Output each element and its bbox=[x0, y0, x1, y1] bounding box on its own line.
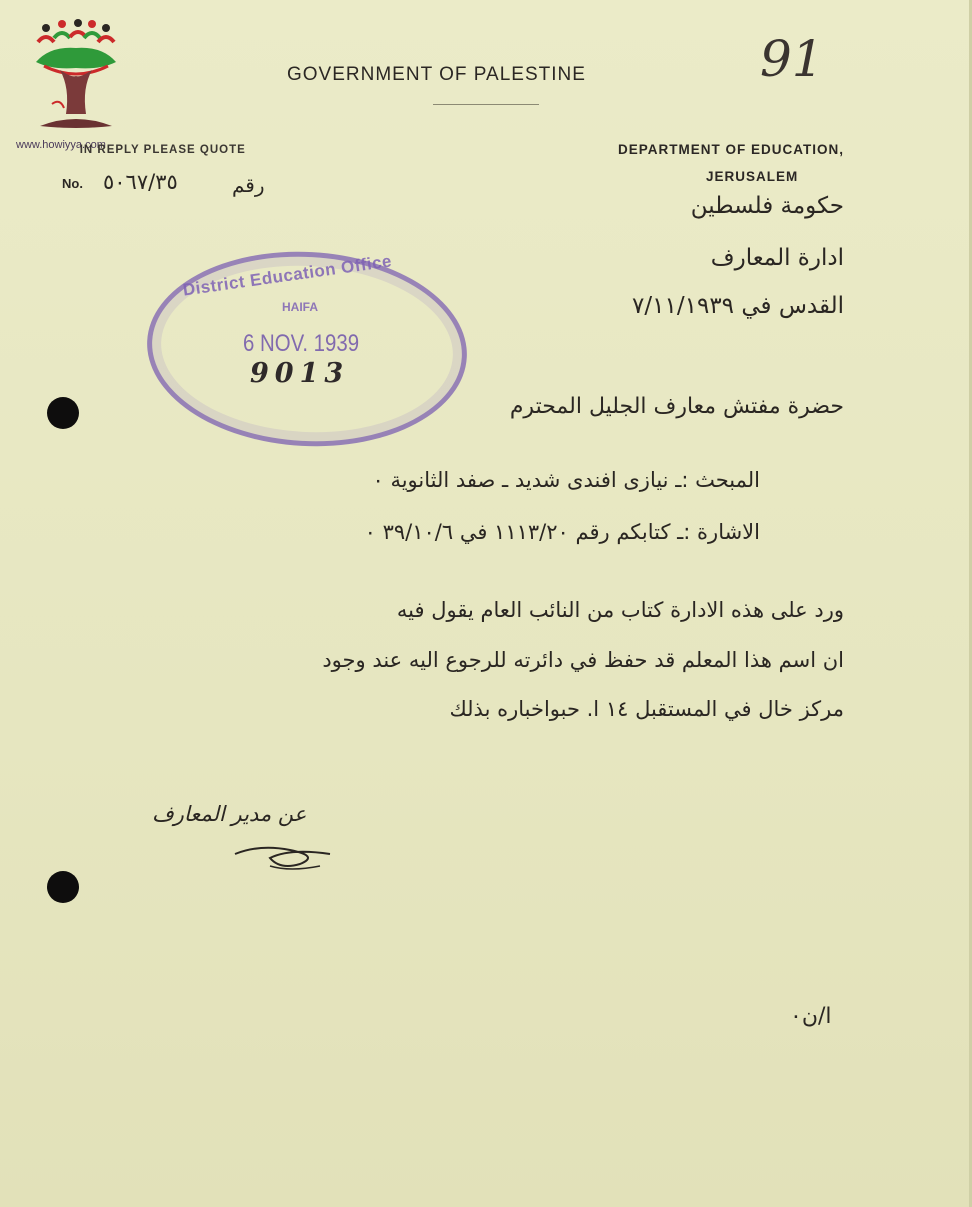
family-tree-logo-icon bbox=[30, 18, 122, 136]
reference-line: الاشارة :ـ كتابكم رقم ١١١٣/٢٠ في ٣٩/١٠/٦ ٠ bbox=[364, 520, 760, 544]
letter-date: القدس في ٧/١١/١٩٣٩ bbox=[632, 293, 844, 319]
typist-initials: ا/ن٠ bbox=[790, 1004, 832, 1029]
binder-hole-bottom bbox=[47, 871, 79, 903]
government-title: GOVERNMENT OF PALESTINE bbox=[287, 64, 586, 85]
binder-hole-top bbox=[47, 397, 79, 429]
body-line: مركز خال في المستقبل ١٤ ا. حبواخباره بذلك bbox=[449, 697, 844, 721]
watermark-url: www.howiyya.com bbox=[16, 139, 106, 151]
title-divider bbox=[433, 104, 539, 105]
government-arabic: حكومة فلسطين bbox=[690, 193, 844, 219]
department-name: DEPARTMENT OF EDUCATION, bbox=[618, 142, 844, 157]
department-city: JERUSALEM bbox=[706, 169, 799, 184]
page-number: 91 bbox=[760, 30, 824, 88]
reference-number: ٥٠٦٧/٣٥ bbox=[103, 170, 178, 194]
stamp-number: 9013 bbox=[250, 358, 350, 389]
body-line: ان اسم هذا المعلم قد حفظ في دائرته للرجوع اليه عند وجود bbox=[322, 648, 844, 672]
stamp-office: District Education Office bbox=[181, 251, 394, 300]
reference-label-arabic: رقم bbox=[232, 173, 265, 197]
addressee: حضرة مفتش معارف الجليل المحترم bbox=[509, 394, 844, 419]
stamp-date: 6 NOV. 1939 bbox=[243, 330, 360, 357]
signature: عن مدير المعارف bbox=[152, 802, 307, 826]
stamp-city: HAIFA bbox=[282, 300, 318, 314]
signature-scribble-icon bbox=[230, 836, 340, 876]
reply-note: IN REPLY PLEASE QUOTE bbox=[79, 144, 246, 156]
body-line: ورد على هذه الادارة كتاب من النائب العام يقول فيه bbox=[396, 598, 844, 622]
reference-label: No. bbox=[62, 176, 83, 191]
subject-line: المبحث :ـ نيازى افندى شديد ـ صفد الثانوية ٠ bbox=[372, 468, 760, 492]
department-arabic: ادارة المعارف bbox=[710, 245, 844, 271]
